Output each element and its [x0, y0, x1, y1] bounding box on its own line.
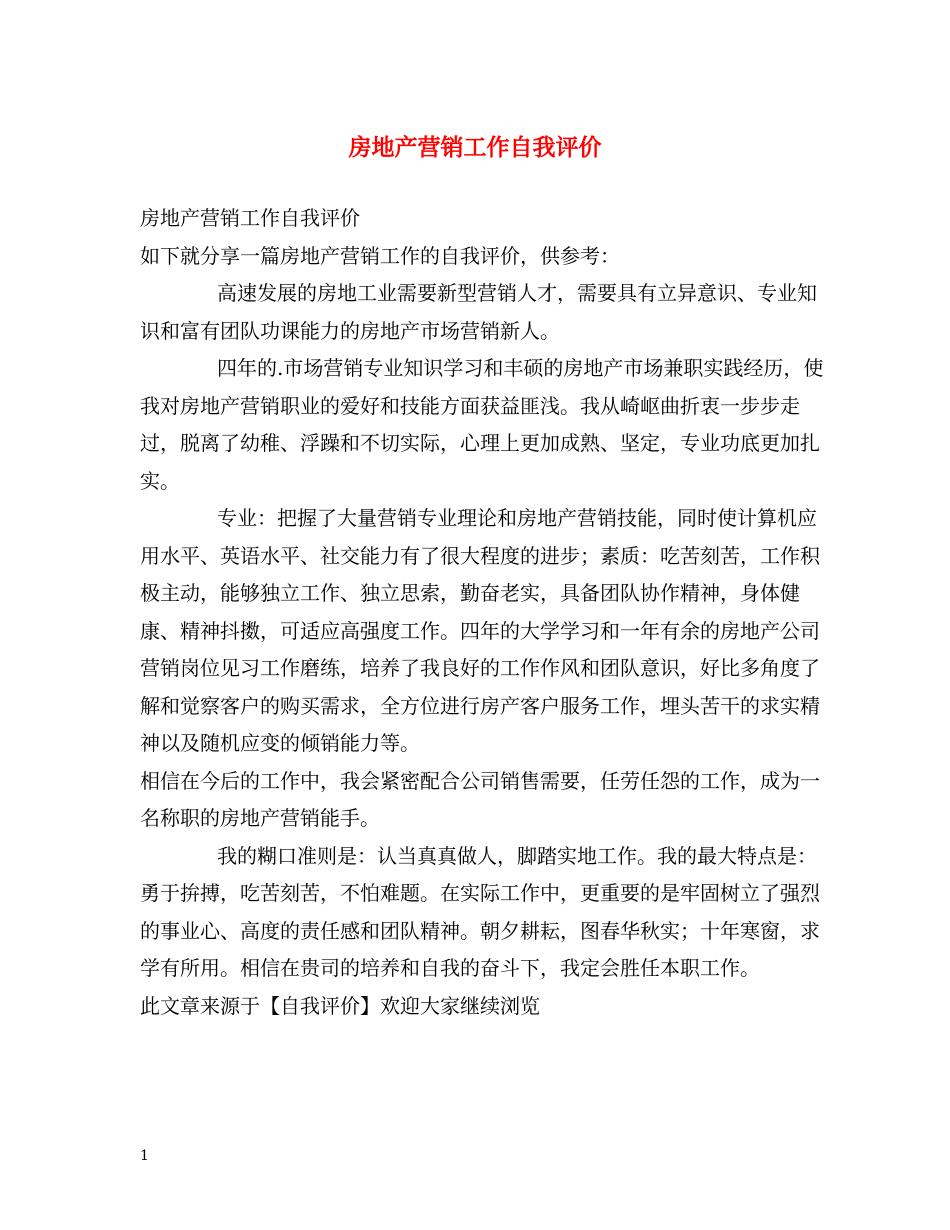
- paragraph-2: 四年的.市场营销专业知识学习和丰硕的房地产市场兼职实践经历，使我对房地产营销职业的爱好和技能方面获益匪浅。我从崎岖曲折衷一步步走过，脱离了幼稚、浮躁和不切实际，心理上更加成熟、坚定，专业功底更加扎实。: [140, 356, 824, 493]
- page-number: 1: [140, 1148, 149, 1164]
- document-body: [140, 200, 830, 1025]
- paragraph-3: 专业：把握了大量营销专业理论和房地产营销技能，同时使计算机应用水平、英语水平、社交能力有了很大程度的进步；素质：吃苦刻苦，工作积极主动，能够独立工作、独立思索，勤奋老实，具备团队协作精神，身体健康、精神抖擞，可适应高强度工作。四年的大学学习和一年有余的房地产公司营销岗位见习工作磨练，培养了我良好的工作作风和团队意识，好比多角度了解和觉察客户的购买需求，全方位进行房产客户服务工作，埋头苦干的求实精神以及随机应变的倾销能力等。: [140, 506, 820, 755]
- heading-line: 房地产营销工作自我评价: [140, 206, 360, 230]
- paragraph-1: 高速发展的房地工业需要新型营销人才，需要具有立异意识、专业知识和富有团队功课能力的房地产市场营销新人。: [140, 281, 817, 343]
- paragraph-4: 相信在今后的工作中，我会紧密配合公司销售需要，任劳任怨的工作，成为一名称职的房地产营销能手。: [140, 768, 820, 830]
- page-title: 房地产营销工作自我评价: [348, 134, 602, 161]
- paragraph-5: 我的糊口准则是：认当真真做人，脚踏实地工作。我的最大特点是：勇于拚搏，吃苦刻苦，不怕难题。在实际工作中，更重要的是牢固树立了强烈的事业心、高度的责任感和团队精神。朝夕耕耘，图春华秋实；十年寒窗，求学有所用。相信在贵司的培养和自我的奋斗下，我定会胜任本职工作。: [140, 843, 820, 980]
- intro-line: 如下就分享一篇房地产营销工作的自我评价，供参考：: [140, 243, 620, 268]
- source-line: 此文章来源于【自我评价】欢迎大家继续浏览: [140, 993, 540, 1018]
